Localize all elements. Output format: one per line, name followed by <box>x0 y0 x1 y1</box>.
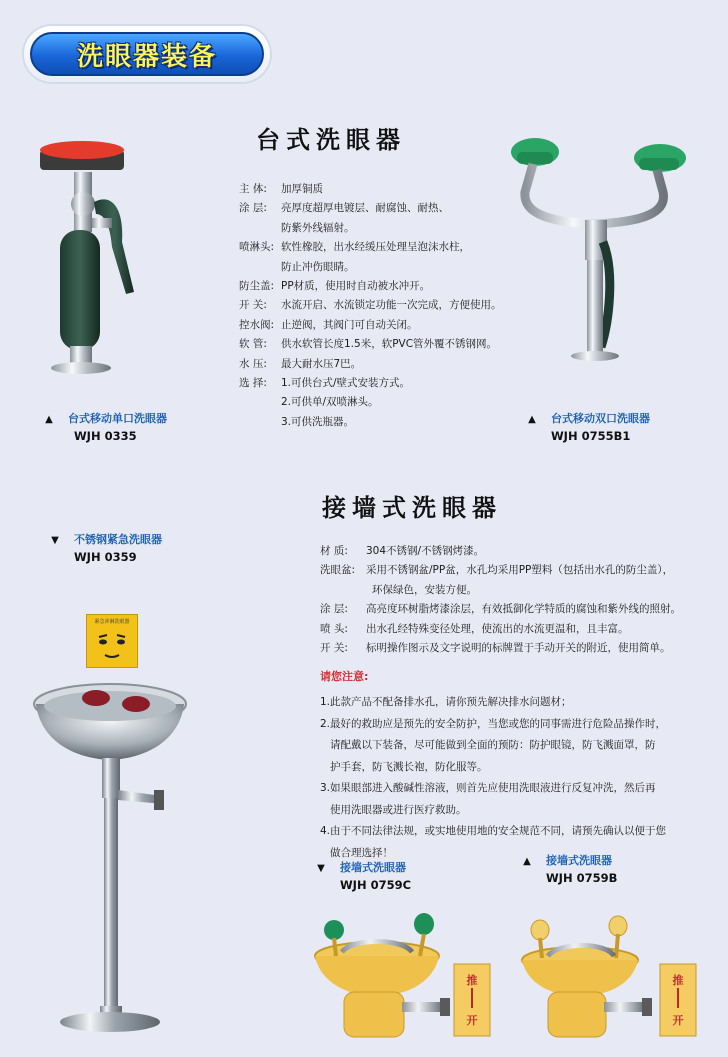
spec-text: 加厚铜质 <box>281 183 323 195</box>
spec-row <box>320 542 715 561</box>
spec-row <box>239 296 509 315</box>
spec-row <box>320 620 715 639</box>
push-label-bottom: 开 <box>466 1014 478 1027</box>
spec-label: 防尘盖: <box>239 280 275 293</box>
product-image-wjh0755b1 <box>505 132 695 372</box>
product-name: 不锈钢紧急洗眼器 <box>74 533 162 546</box>
caption-wjh0759c <box>316 859 411 894</box>
section1-spec-list <box>239 180 509 432</box>
spec-text: 软性橡胶，出水经缓压处理呈泡沫水柱， <box>281 241 470 254</box>
down-arrow-icon: ▼ <box>317 863 325 874</box>
header-banner <box>24 26 270 82</box>
spec-label: 涂 层: <box>239 202 267 215</box>
spec-continuation: 3.可供洗瓶器。 <box>281 415 355 428</box>
spec-label: 开 关: <box>239 299 267 312</box>
spec-row <box>239 238 509 257</box>
push-label-bottom: 开 <box>672 1014 684 1027</box>
spec-label: 水 压: <box>239 357 267 370</box>
spec-continuation: 防紫外线辐射。 <box>281 221 355 234</box>
spec-label: 主 体: <box>239 183 267 195</box>
product-model: WJH 0755B1 <box>551 429 631 443</box>
notice-item: 4.由于不同法律法规，或实地使用地的安全规范不同，请预先确认以便于您 <box>320 825 667 837</box>
spec-text: 1.可供台式/壁式安装方式。 <box>281 377 411 390</box>
product-model: WJH 0335 <box>74 429 137 443</box>
notice-item: 3.如果眼部进入酸碱性溶液，则首先应使用洗眼液进行反复冲洗，然后再 <box>320 782 656 794</box>
spec-continuation: 2.可供单/双喷淋头。 <box>281 396 379 409</box>
spec-text: 水流开启、水流锁定功能一次完成，方便使用。 <box>281 299 502 312</box>
notice-list <box>320 692 715 864</box>
spec-label: 喷 头: <box>320 622 348 635</box>
up-arrow-icon: ▲ <box>528 414 536 425</box>
spec-text: 出水孔经特殊变径处理，使流出的水流更温和，且丰富。 <box>366 622 629 635</box>
push-label-top: 推 <box>466 974 478 987</box>
spec-row <box>320 600 715 619</box>
notice-item-continuation: 请配戴以下装备，尽可能做到全面的预防：防护眼镜，防飞溅面罩，防 <box>330 739 656 751</box>
notice-title: 请您注意: <box>320 670 369 683</box>
spec-row <box>239 374 509 393</box>
notice-item-continuation: 做合理选择！ <box>330 846 393 859</box>
caption-wjh0359 <box>50 531 162 566</box>
notice-item: 1.此款产品不配备排水孔，请你预先解决排水问题材； <box>320 696 572 708</box>
safety-sign <box>86 614 138 668</box>
spec-text: 304不锈钢/不锈钢烤漆。 <box>366 545 485 557</box>
header-banner-inner <box>30 32 264 76</box>
spec-label: 材 质: <box>320 545 348 557</box>
product-model: WJH 0759C <box>340 878 412 892</box>
product-image-wjh0359 <box>30 678 205 1043</box>
notice-item-continuation: 使用洗眼器或进行医疗救助。 <box>330 803 467 816</box>
face-icon <box>87 623 137 667</box>
spec-text: 供水软管长度1.5米，软PVC管外覆不锈钢网。 <box>281 338 498 351</box>
product-name: 台式移动双口洗眼器 <box>551 412 650 425</box>
spec-row <box>239 316 509 335</box>
spec-label: 软 管: <box>239 338 267 351</box>
caption-wjh0755b1 <box>527 410 650 445</box>
notice-item-continuation: 护手套，防飞溅长袍，防化服等。 <box>330 760 488 773</box>
product-name: 台式移动单口洗眼器 <box>68 412 167 425</box>
spec-row <box>239 277 509 296</box>
spec-row <box>239 199 509 218</box>
spec-text: 止逆阀，其阀门可自动关闭。 <box>281 318 418 331</box>
product-image-wjh0759b <box>518 912 706 1052</box>
push-label-top: 推 <box>672 974 684 987</box>
spec-label: 开 关: <box>320 642 348 655</box>
product-model: WJH 0759B <box>546 871 618 885</box>
product-model: WJH 0359 <box>74 550 137 564</box>
spec-text: 采用不锈钢盆/PP盆，水孔均采用PP塑料（包括出水孔的防尘盖）， <box>366 564 674 577</box>
spec-text: 高亮度环树脂烤漆涂层，有效抵御化学特质的腐蚀和紫外线的照射。 <box>366 603 681 616</box>
section2-title: 接墙式洗眼器 <box>322 493 502 522</box>
down-arrow-icon: ▼ <box>51 535 59 546</box>
spec-text: 最大耐水压7巴。 <box>281 357 362 370</box>
spec-row <box>320 639 715 658</box>
spec-text: PP材质，使用时自动被水冲开。 <box>281 280 431 293</box>
caption-wjh0759b <box>522 852 617 887</box>
spec-continuation: 环保绿色，安装方便。 <box>372 583 477 596</box>
spec-label: 控水阀: <box>239 318 275 331</box>
section1-title: 台式洗眼器 <box>256 125 406 154</box>
spec-row <box>239 180 509 199</box>
up-arrow-icon: ▲ <box>523 856 531 867</box>
spec-label: 喷淋头: <box>239 241 275 254</box>
up-arrow-icon: ▲ <box>45 414 53 425</box>
product-image-wjh0759c <box>312 912 500 1052</box>
spec-row <box>320 561 715 580</box>
product-name: 接墙式洗眼器 <box>340 861 406 874</box>
product-image-wjh0335 <box>34 132 174 377</box>
spec-row <box>239 335 509 354</box>
notice-item: 2.最好的救助应是预先的安全防护，当您或您的同事需进行危险品操作时， <box>320 717 667 730</box>
page-title: 洗眼器装备 <box>76 41 217 72</box>
spec-label: 涂 层: <box>320 603 348 616</box>
spec-text: 标明操作图示及文字说明的标牌置于手动开关的附近，使用简单。 <box>366 642 671 655</box>
spec-continuation: 防止冲伤眼睛。 <box>281 260 355 273</box>
section2-spec-list <box>320 542 715 658</box>
safety-sign-text: 紧急冲淋洗眼器 <box>94 619 130 625</box>
spec-row <box>239 355 509 374</box>
spec-text: 亮厚度超厚电镀层、耐腐蚀、耐热、 <box>281 202 449 215</box>
product-name: 接墙式洗眼器 <box>546 854 612 867</box>
spec-label: 洗眼盆: <box>320 564 356 577</box>
caption-wjh0335 <box>44 410 167 445</box>
spec-label: 选 择: <box>239 377 267 390</box>
